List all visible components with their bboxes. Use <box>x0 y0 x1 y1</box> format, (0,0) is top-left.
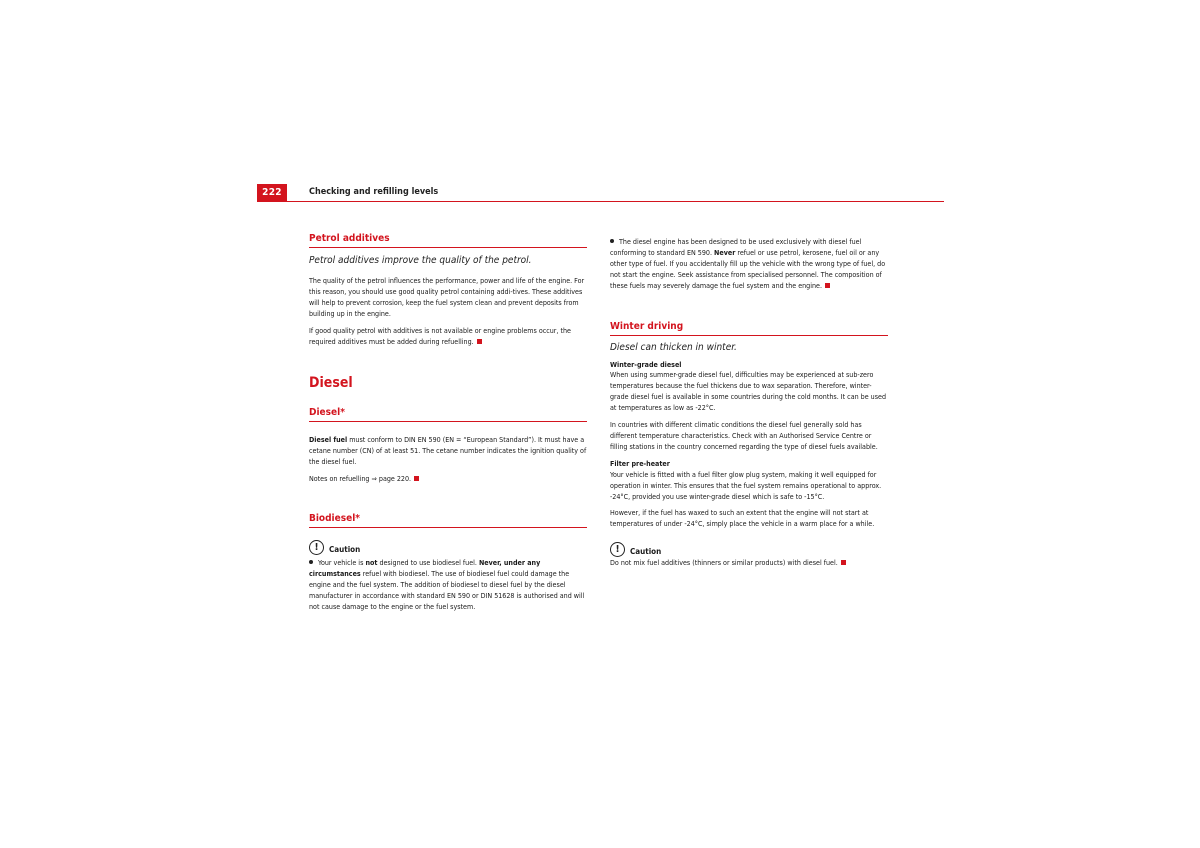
caution-label: Caution <box>630 547 662 557</box>
page-header <box>257 183 944 202</box>
page-reference-link[interactable]: page 220. <box>376 474 412 484</box>
petrol-additives-paragraph-2-text: If good quality petrol with additives is not available or engine problems occur, the required additives must be added during refuelling. <box>309 325 571 346</box>
winter-caution-text <box>610 558 888 569</box>
bullet-icon <box>309 560 313 564</box>
diesel-engine-text-1: The diesel engine has been designed to be used exclusively with diesel fuel conforming to standard EN 590. <box>610 237 862 257</box>
biodiesel-text-3: refuel with biodiesel. The use of biodiesel fuel could damage the engine and the fuel system. The addition of biodiesel to diesel fuel by the diesel manufacturer in accordance with standard EN 590 or DIN 51628 is authorised and will not cause damage to the engine or the fuel system. <box>309 568 585 611</box>
winter-driving-intro: Diesel can thicken in winter. <box>610 341 737 353</box>
chapter-heading-diesel: Diesel <box>309 375 353 392</box>
section-heading-diesel: Diesel* <box>309 406 587 422</box>
caution-header <box>309 540 587 555</box>
subheading-filter-pre-heater: Filter pre-heater <box>610 458 670 468</box>
caution-icon: ! <box>309 540 324 555</box>
winter-paragraph-4: However, if the fuel has waxed to such an extent that the engine will not start at temperatures of under -24°C, simply place the vehicle in a warm place for a while. <box>610 508 875 529</box>
petrol-additives-paragraph-1: The quality of the petrol influences the performance, power and life of the engine. For this reason, you should use good quality petrol containing addi-tives. These additives will help to prevent corrosion, keep the fuel system clean and prevent deposits from building up in the engine. <box>309 276 585 318</box>
biodiesel-bold-not: not <box>365 558 378 568</box>
left-column <box>309 232 587 613</box>
subheading-winter-grade-diesel: Winter-grade diesel <box>610 359 682 369</box>
diesel-fuel-term: Diesel fuel <box>309 435 348 445</box>
winter-caution-text-content: Do not mix fuel additives (thinners or similar products) with diesel fuel. <box>610 558 838 568</box>
winter-paragraph-2: In countries with different climatic conditions the diesel fuel generally sold has different temperature characteristics. Check with an Authorised Service Centre or filling stations in the country concerned regarding the type of diesel fuels available. <box>610 420 878 451</box>
diesel-paragraph-1 <box>309 435 587 468</box>
section-heading-biodiesel: Biodiesel* <box>309 512 587 528</box>
diesel-paragraph-2 <box>309 474 587 485</box>
page-number: 222 <box>257 184 287 202</box>
bullet-icon <box>610 239 614 243</box>
section-end-mark <box>414 476 419 481</box>
biodiesel-text-2: designed to use biodiesel fuel. <box>377 558 479 568</box>
running-title: Checking and refilling levels <box>309 187 439 197</box>
diesel-engine-text-2: refuel or use petrol, kerosene, fuel oil or any other type of fuel. If you accidentally fill up the vehicle with the wrong type of fuel, do not start the engine. Seek assistance from specialised personnel. The composition of these fuels may severely damage the fuel system and the engine. <box>610 247 886 290</box>
winter-paragraph-3: Your vehicle is fitted with a fuel filter glow plug system, making it well equipped for operation in winter. This ensures that the fuel system remains operational to approx. -24°C, provided you use winter-grade diesel which is safe to -15°C. <box>610 469 882 501</box>
biodiesel-bold-never: Never, under any circumstances <box>309 558 541 578</box>
diesel-engine-bold-never: Never <box>714 247 736 257</box>
refuelling-note-text: Notes on refuelling <box>309 474 372 484</box>
section-end-mark <box>825 283 830 288</box>
arrow-right-icon: ⇒ <box>371 474 377 484</box>
section-heading-winter-driving: Winter driving <box>610 320 888 336</box>
winter-paragraph-1: When using summer-grade diesel fuel, difficulties may be experienced at sub-zero temperatures because the fuel thickens due to wax separation. Therefore, winter-grade diesel fuel is available in some countries during the cold months. It can be used at temperatures as low as -22°C. <box>610 370 887 413</box>
header-rule <box>257 201 944 203</box>
caution-label: Caution <box>329 545 361 555</box>
section-end-mark <box>841 560 846 565</box>
biodiesel-caution-bullet <box>309 558 587 613</box>
caution-header <box>610 542 888 557</box>
petrol-additives-intro: Petrol additives improve the quality of the petrol. <box>309 255 532 266</box>
right-column <box>610 237 888 569</box>
biodiesel-text-1: Your vehicle is <box>318 558 366 568</box>
petrol-additives-paragraph-2 <box>309 326 587 348</box>
section-end-mark <box>477 339 482 344</box>
diesel-paragraph-1-text: must conform to DIN EN 590 (EN = “European Standard”). It must have a cetane number (CN) of at least 51. The cetane number indicates the ignition quality of the diesel fuel. <box>309 435 587 467</box>
section-heading-petrol-additives: Petrol additives <box>309 232 587 248</box>
caution-icon: ! <box>610 542 625 557</box>
diesel-engine-bullet <box>610 237 888 292</box>
